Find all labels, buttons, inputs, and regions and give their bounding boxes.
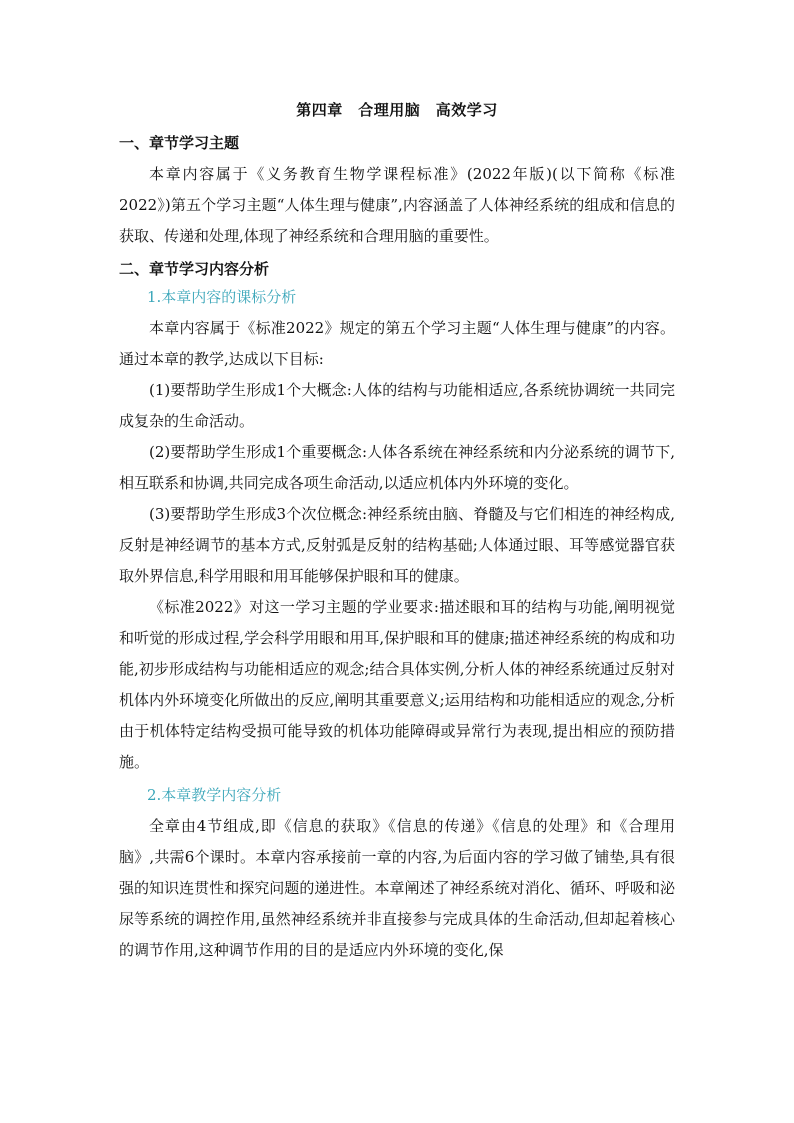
paragraph-important-concept: (2)要帮助学生形成1个重要概念:人体各系统在神经系统和内分泌系统的调节下,相互联系和协调,共同完成各项生命活动,以适应机体内外环境的变化。 bbox=[119, 443, 675, 492]
paragraph-learning-theme: 本章内容属于《义务教育生物学课程标准》(2022年版)(以下简称《标准2022》)第五个学习主题“人体生理与健康”,内容涵盖了人体神经系统的组成和信息的获取、传递和处理,体现了神经系统和合理用脑的重要性。 bbox=[119, 165, 675, 245]
paragraph-big-concept: (1)要帮助学生形成1个大概念:人体的结构与功能相适应,各系统协调统一共同完成复杂的生命活动。 bbox=[119, 381, 675, 430]
subsection-heading-curriculum-analysis: 1.本章内容的课标分析 bbox=[147, 288, 297, 306]
paragraph-sub-concepts: (3)要帮助学生形成3个次位概念:神经系统由脑、脊髓及与它们相连的神经构成,反射是神经调节的基本方式,反射弧是反射的结构基础;人体通过眼、耳等感觉器官获取外界信息,科学用眼和用耳能够保护眼和耳的健康。 bbox=[119, 505, 675, 585]
paragraph-curriculum-intro: 本章内容属于《标准2022》规定的第五个学习主题“人体生理与健康”的内容。通过本章的教学,达成以下目标: bbox=[119, 319, 675, 368]
document-content bbox=[119, 100, 675, 966]
paragraph-teaching-content: 全章由4节组成,即《信息的获取》《信息的传递》《信息的处理》和《合理用脑》,共需6个课时。本章内容承接前一章的内容,为后面内容的学习做了铺垫,具有很强的知识连贯性和探究问题的递进性。本章阐述了神经系统对消化、循环、呼吸和泌尿等系统的调控作用,虽然神经系统并非直接参与完成具体的生命活动,但却起着核心的调节作用,这种调节作用的目的是适应内外环境的变化,保 bbox=[119, 817, 675, 959]
chapter-title: 第四章 合理用脑 高效学习 bbox=[296, 101, 498, 119]
subsection-heading-teaching-content: 2.本章教学内容分析 bbox=[147, 786, 282, 804]
section-heading-learning-theme: 一、章节学习主题 bbox=[119, 134, 240, 152]
paragraph-academic-requirements: 《标准2022》对这一学习主题的学业要求:描述眼和耳的结构与功能,阐明视觉和听觉的形成过程,学会科学用眼和用耳,保护眼和耳的健康;描述神经系统的构成和功能,初步形成结构与功能相适应的观念;结合具体实例,分析人体的神经系统通过反射对机体内外环境变化所做出的反应,阐明其重要意义;运用结构和功能相适应的观念,分析由于机体特定结构受损可能导致的机体功能障碍或异常行为表现,提出相应的预防措施。 bbox=[119, 598, 675, 771]
section-heading-content-analysis: 二、章节学习内容分析 bbox=[119, 260, 270, 278]
